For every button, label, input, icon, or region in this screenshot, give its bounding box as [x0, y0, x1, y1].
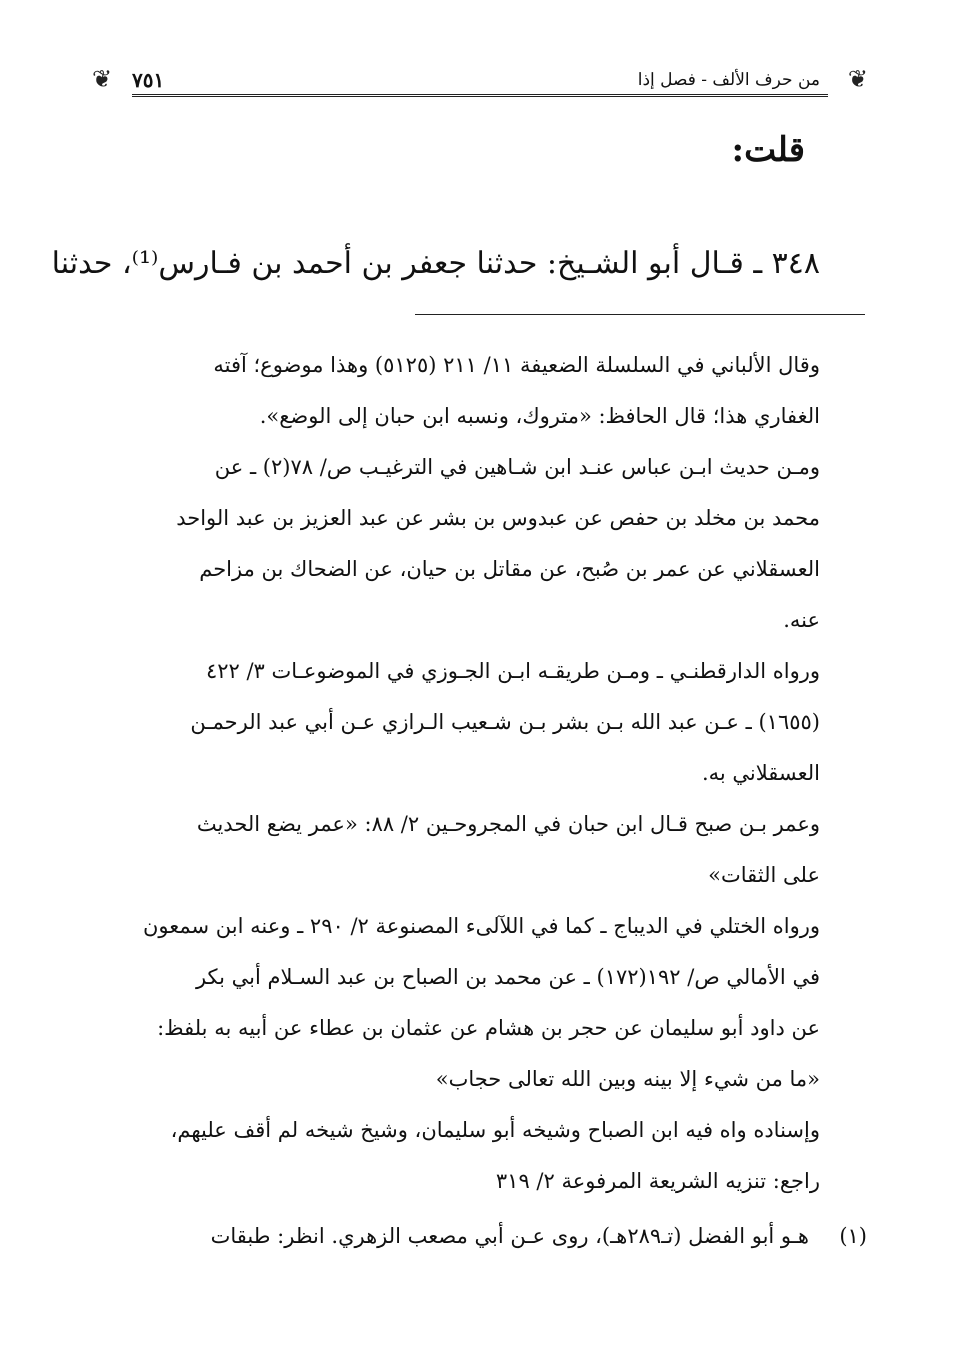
page-header — [92, 60, 868, 104]
commentary-line: ورواه الدارقطنـي ـ ومـن طريقـه ابـن الجـوزي في الموضوعـات ٣/ ٤٢٢ — [205, 659, 820, 683]
commentary-line: عن داود أبو سليمان عن حجر بن هشام عن عثمان بن عطاء عن أبيه به بلفظ: — [157, 1016, 820, 1040]
ornament-left-icon: ❦ — [92, 65, 113, 93]
commentary-block — [100, 340, 820, 1207]
footnote-text: هـو أبو الفضل (تـ٢٨٩هـ)، روى عـن أبي مصعب الزهري. انظر: طبقات — [210, 1224, 809, 1248]
commentary-line: (١٦٥٥) ـ عـن عبد الله بـن بشر بـن شـعيب الـرازي عـن أبي عبد الرحمـن — [190, 710, 820, 734]
commentary-line: على الثقات» — [708, 863, 820, 887]
commentary-line: في الأمالي ص/ ١٩٢(١٧٢) ـ عن محمد بن الصباح بن عبد السـلام أبي بكر — [195, 965, 820, 989]
page-number: ٧٥١ — [132, 68, 165, 92]
hadith-line: ٣٤٨ ـ قـال أبو الشـيخ: حدثنا جعفر بن أحمد بن فـارس⁽¹⁾، حدثنا — [51, 246, 820, 281]
commentary-line: «ما من شيء إلا بينه وبين الله تعالى حجاب» — [435, 1067, 820, 1091]
commentary-line: راجع: تنزيه الشريعة المرفوعة ٢/ ٣١٩ — [495, 1169, 820, 1193]
commentary-line: عنه. — [783, 608, 820, 632]
footnote-marker: (١) — [839, 1224, 867, 1248]
header-rule — [132, 94, 828, 97]
section-heading: قلت: — [731, 130, 805, 170]
commentary-line: محمد بن مخلد بن حفص عن عبدوس بن بشر عن عبد العزيز بن عبد الواحد — [176, 506, 820, 530]
commentary-line: العسقلاني به. — [701, 761, 820, 785]
commentary-line: وعمر بـن صبح قـال ابن حبان في المجروحـين ٢/ ٨٨: «عمر يضع الحديث — [196, 812, 820, 836]
commentary-line: الغفاري هذا؛ قال الحافظ: «متروك، ونسبه ابن حبان إلى الوضع». — [259, 404, 820, 428]
commentary-line: ورواه الختلي في الديباج ـ كما في اللآلىء المصنوعة ٢/ ٢٩٠ ـ وعنه ابن سمعون — [142, 914, 820, 938]
commentary-line: ومـن حديث ابـن عباس عنـد ابن شـاهين في الترغيـب ص/ ٧٨(٢) ـ عن — [214, 455, 820, 479]
commentary-line: العسقلاني عن عمر بن صُبح، عن مقاتل بن حيان، عن الضحاك بن مزاحم — [199, 557, 820, 581]
ornament-right-icon: ❦ — [847, 65, 868, 93]
commentary-line: وقال الألباني في السلسلة الضعيفة ١١/ ٢١١ (٥١٢٥) وهذا موضوع؛ آفته — [213, 353, 820, 377]
commentary-line: وإسناده واه فيه ابن الصباح وشيخه أبو سليمان، وشيخ شيخه لم أقف عليهم، — [170, 1118, 820, 1142]
running-title: من حرف الألف - فصل إذا — [637, 70, 820, 90]
footnote-separator — [415, 314, 865, 315]
